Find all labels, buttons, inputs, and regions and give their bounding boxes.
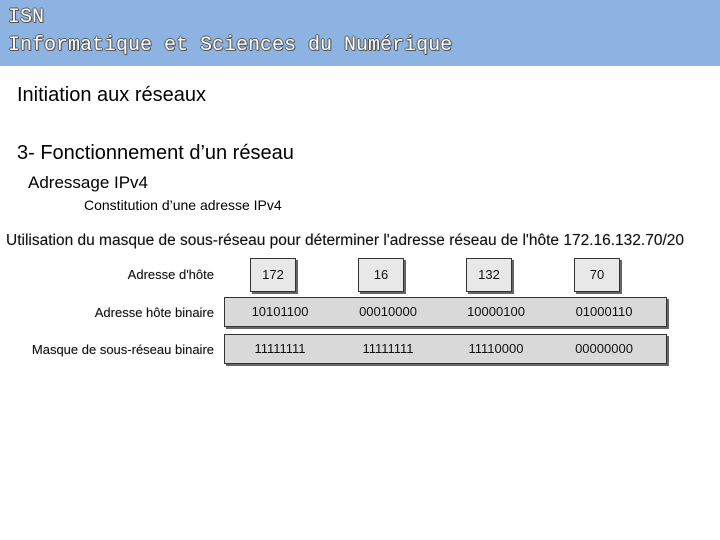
header-banner (0, 0, 720, 66)
header-line-2: Informatique et Sciences du Numérique (8, 34, 453, 57)
host-binary-octet-1: 10101100 (251, 304, 309, 319)
host-octet-2: 16 (358, 258, 404, 292)
row-label-host-address: Adresse d'hôte (127, 267, 214, 282)
header-line-1: ISN (8, 6, 45, 29)
host-binary-octet-3: 10000100 (467, 304, 525, 319)
host-octet-1: 172 (250, 258, 296, 292)
row-label-host-binary: Adresse hôte binaire (94, 305, 214, 320)
row-label-mask-binary: Masque de sous-réseau binaire (31, 342, 214, 357)
mask-binary-octet-4: 00000000 (575, 341, 633, 356)
main-title: Initiation aux réseaux (17, 84, 207, 106)
host-octet-3: 132 (466, 258, 512, 292)
section-title: 3- Fonctionnement d’un réseau (17, 142, 294, 164)
host-binary-band (224, 297, 667, 327)
subsubsection-title: Constitution d’une adresse IPv4 (84, 197, 282, 213)
subsection-title: Adressage IPv4 (28, 173, 149, 192)
mask-binary-octet-3: 11110000 (468, 341, 524, 356)
host-binary-octet-2: 00010000 (359, 304, 417, 319)
host-octet-4: 70 (574, 258, 620, 292)
mask-binary-octet-2: 11111111 (362, 341, 414, 356)
mask-binary-octet-1: 11111111 (254, 341, 306, 356)
mask-binary-band (224, 334, 667, 364)
figure-title: Utilisation du masque de sous-réseau pour déterminer l'adresse réseau de l'hôte 172.16.132.70/20 (6, 232, 685, 249)
host-binary-octet-4: 01000110 (575, 304, 633, 319)
